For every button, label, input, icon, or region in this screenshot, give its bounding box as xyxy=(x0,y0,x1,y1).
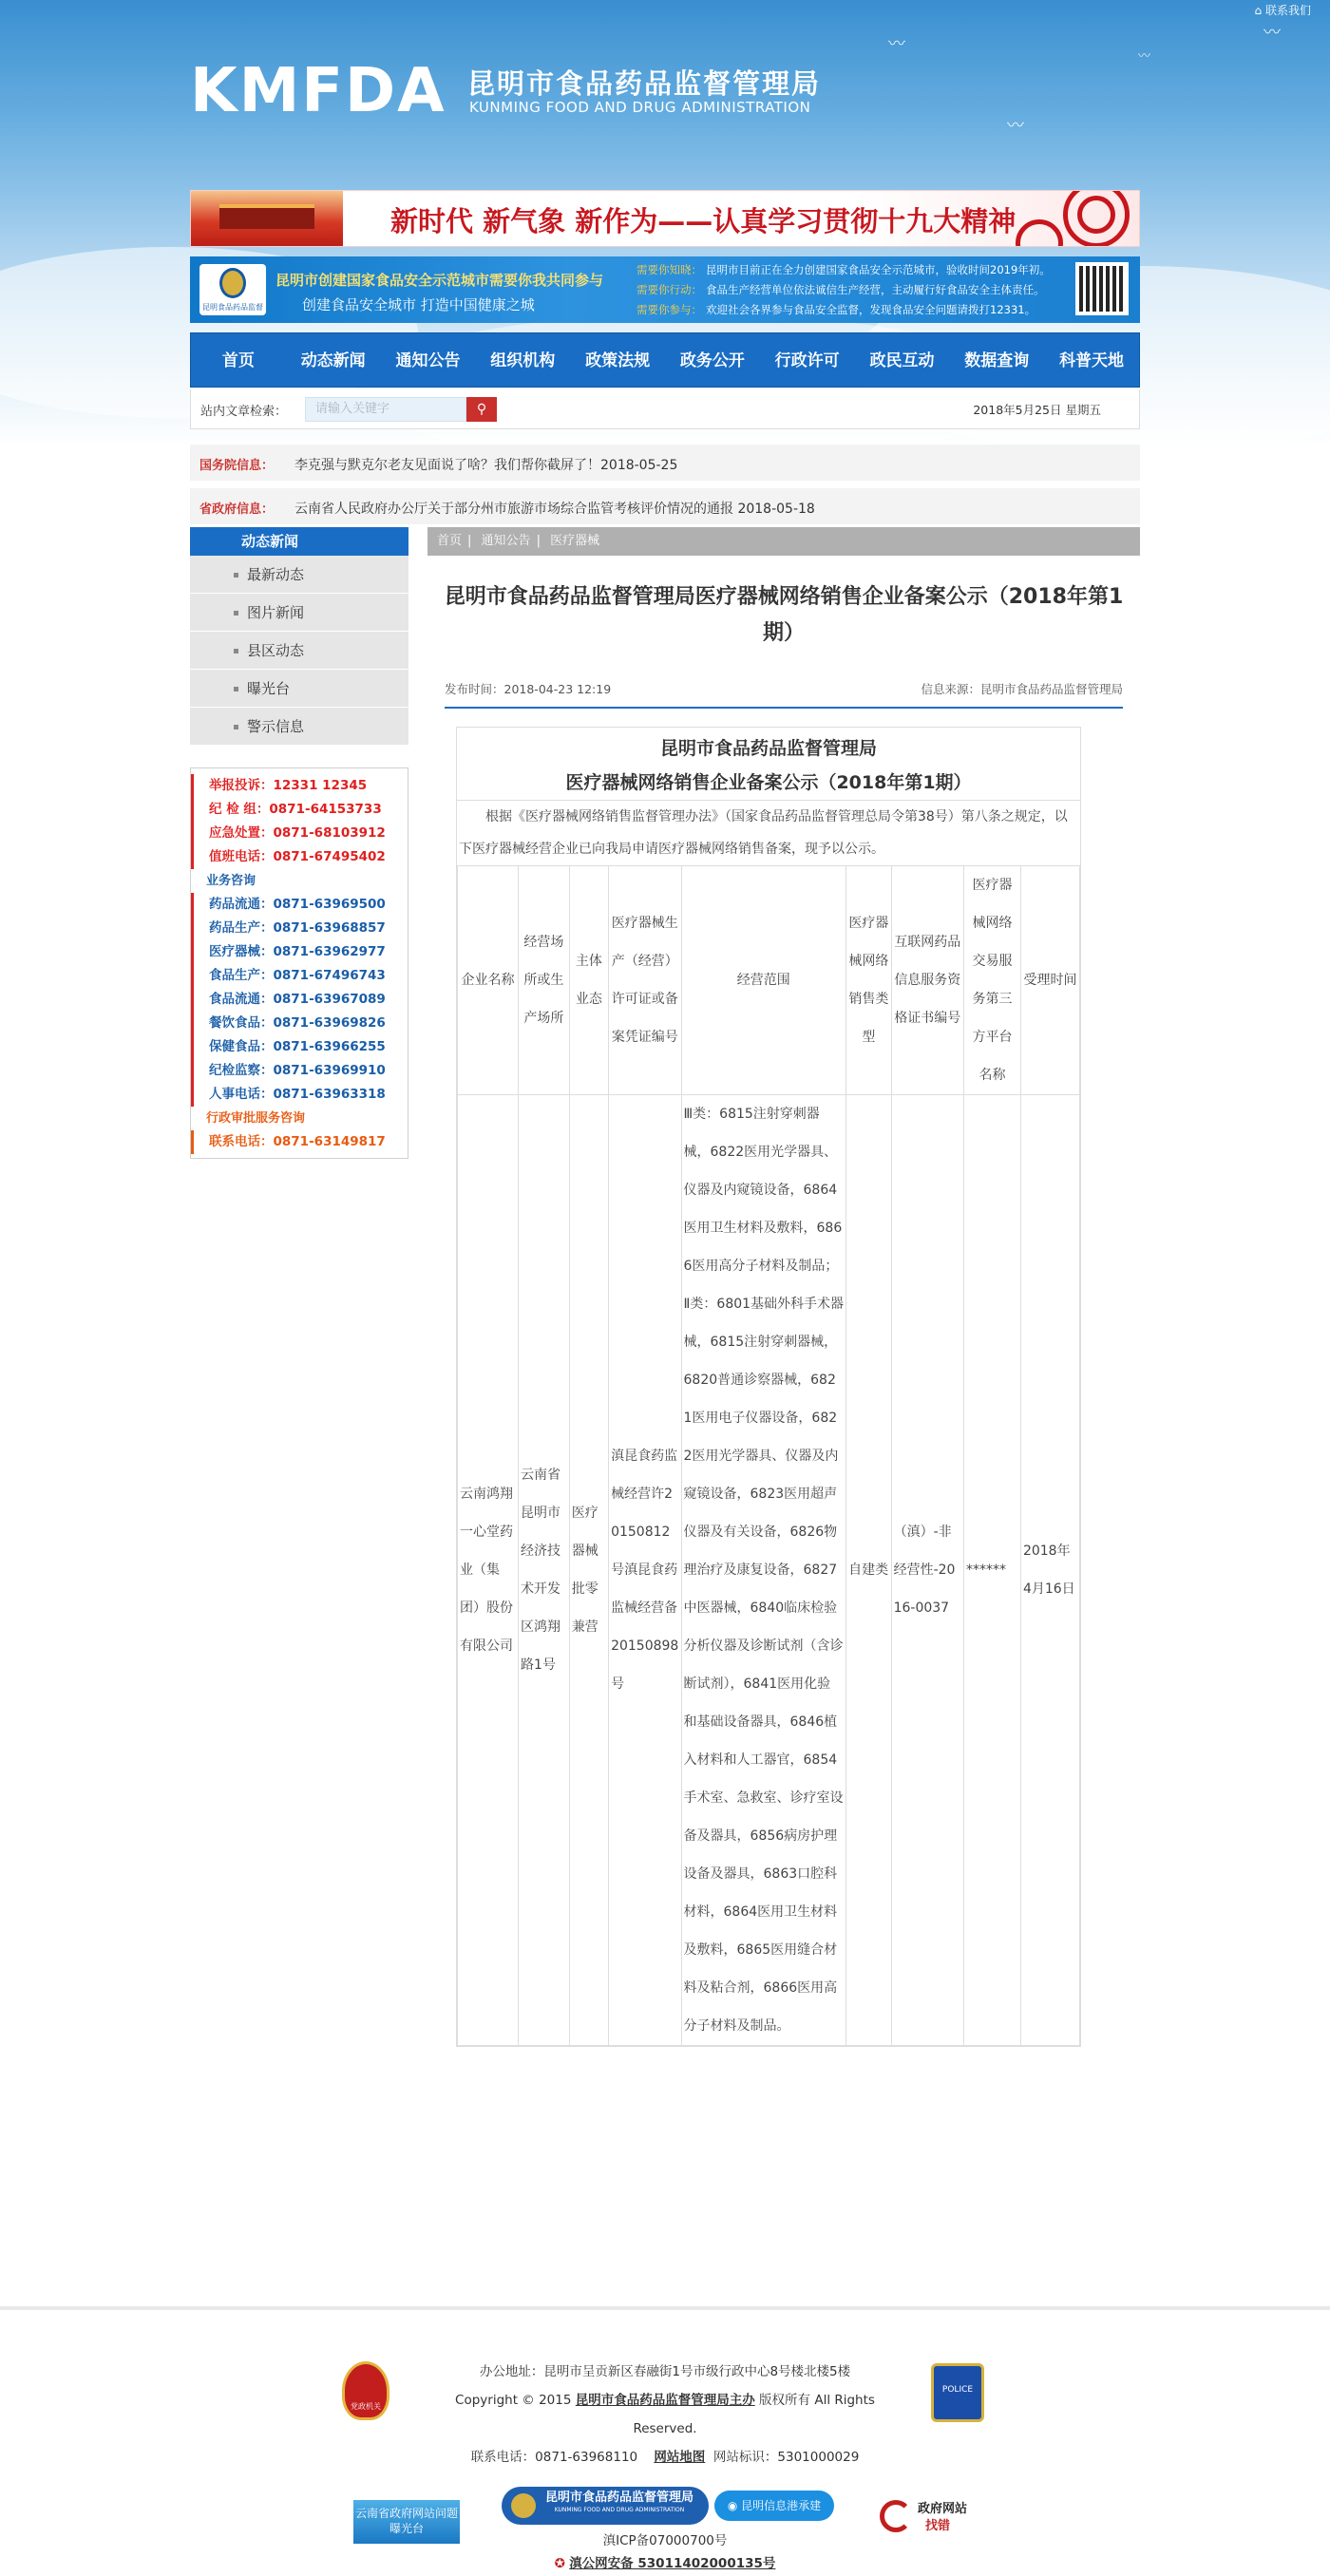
table-header: 经营范围 xyxy=(681,866,846,1095)
contact-item: 业务咨询 xyxy=(206,874,256,888)
filing-table xyxy=(457,865,1080,2046)
search-label: 站内文章检索： xyxy=(200,405,288,419)
sidebar-item-exposure[interactable]: 曝光台 xyxy=(190,670,408,708)
publish-time: 发布时间：2018-04-23 12:19 xyxy=(445,682,612,696)
table-cell: 云南鸿翔一心堂药业（集团）股份有限公司 xyxy=(458,1095,519,2046)
nav-gov-affairs[interactable]: 政务公开 xyxy=(679,351,745,370)
contact-us-link[interactable]: ⌂ 联系我们 xyxy=(1254,4,1311,17)
badge-police-label: POLICE xyxy=(941,2385,974,2395)
table-header: 医疗器械网络销售类型 xyxy=(846,866,892,1095)
sidebar-item-warnings[interactable]: 警示信息 xyxy=(190,708,408,746)
tiananmen-icon xyxy=(191,191,343,247)
contact-item: 医疗器械：0871-63962977 xyxy=(191,940,408,964)
info-link[interactable]: 云南省人民政府办公厅关于部分州市旅游市场综合监管考核评价情况的通报 2018-05-18 xyxy=(294,502,815,517)
breadcrumb-notices[interactable]: 通知公告 xyxy=(481,534,531,548)
nav-permits[interactable]: 行政许可 xyxy=(774,351,840,370)
search-input[interactable]: 请输入关键字 xyxy=(305,397,466,422)
footer-contact: 联系电话：0871-63968110 网站地图 网站标识：5301000029 xyxy=(470,2450,860,2465)
info-source: 信息来源：昆明市食品药品监督管理局 xyxy=(921,682,1123,696)
article-meta xyxy=(445,680,1123,709)
contact-item: 餐饮食品：0871-63969826 xyxy=(191,1012,408,1035)
table-header: 医疗器械网络交易服务第三方平台名称 xyxy=(964,866,1021,1095)
banner-19th-congress[interactable] xyxy=(190,190,1140,247)
contact-item: 食品生产：0871-67496743 xyxy=(191,964,408,988)
sidebar xyxy=(190,527,408,746)
table-cell: （滇）-非经营性-2016-0037 xyxy=(891,1095,963,2046)
nav-policy[interactable]: 政策法规 xyxy=(585,351,651,370)
contact-item: 联系电话：0871-63149817 xyxy=(191,1130,408,1154)
page-title: 昆明市食品药品监督管理局医疗器械网络销售企业备案公示（2018年第1期） xyxy=(444,585,1124,645)
gov-exposure-badge[interactable]: 云南省政府网站问题曝光台 xyxy=(353,2500,460,2544)
info-provincial: 省政府信息： 云南省人民政府办公厅关于部分州市旅游市场综合监管考核评价情况的通报 2018-05-18 xyxy=(190,488,1140,524)
contact-item: 药品流通：0871-63969500 xyxy=(191,893,408,917)
kunming-info-port-badge[interactable]: ◉ 昆明信息港承建 xyxy=(714,2491,834,2521)
table-cell: 云南省昆明市经济技术开发区鸿翔路1号 xyxy=(519,1095,570,2046)
contact-item: 行政审批服务咨询 xyxy=(206,1111,306,1126)
contact-item: 举报投诉：12331 12345 xyxy=(191,774,408,798)
table-cell: Ⅲ类：6815注射穿刺器械，6822医用光学器具、仪器及内窥镜设备，6864医用卫生材料及敷料，6866医用高分子材料及制品；Ⅱ类：6801基础外科手术器械，6815注射穿刺器械，6820普通诊察器械，6821医用电子仪器设备，6822医用光学器具、仪器及内窥镜设备，6823医用超声仪器及有关设备，6826物理治疗及康复设备，6827中医器械，6840临床检验分析仪器及诊断试剂（含诊断试剂），6841医用化验和基础设备器具，6846植入材料和人工器官，6854手术室、急救室、诊疗室设备及器具，6856病房护理设备及器具，6863口腔科材料，6864医用卫生材料及敷料，6865医用缝合材料及粘合剂，6866医用高分子材料及制品。 xyxy=(681,1095,846,2046)
contact-list xyxy=(190,767,408,1159)
nav-notices[interactable]: 通知公告 xyxy=(395,351,461,370)
nav-organization[interactable]: 组织机构 xyxy=(490,351,556,370)
table-cell: 滇昆食药监械经营许20150812号滇昆食药监械经营备20150898号 xyxy=(609,1095,681,2046)
current-date: 2018年5月25日 星期五 xyxy=(973,403,1101,417)
table-header: 经营场所或生产场所 xyxy=(519,866,570,1095)
nav-data-query[interactable]: 数据查询 xyxy=(964,351,1030,370)
footer-copyright: Copyright © 2015 昆明市食品药品监督管理局主办 版权所有 All Rights Reserved. xyxy=(455,2393,875,2436)
icp-link[interactable]: 滇ICP备07000700号 xyxy=(602,2533,728,2548)
table-header-row xyxy=(458,866,1080,1095)
contact-item: 值班电话：0871-67495402 xyxy=(191,845,408,869)
article-heading: 昆明市食品药品监督管理局 医疗器械网络销售企业备案公示（2018年第1期） xyxy=(565,738,972,793)
bird-icon: 〰 xyxy=(888,34,905,54)
logo-cn: 昆明市食品药品监督管理局 xyxy=(467,67,822,100)
police-badge[interactable] xyxy=(931,2363,984,2422)
table-header: 企业名称 xyxy=(458,866,519,1095)
breadcrumb-home[interactable]: 首页 xyxy=(437,534,463,548)
table-cell: 医疗器械批零兼营 xyxy=(569,1095,608,2046)
info-port-icon: ◉ xyxy=(727,2499,742,2512)
table-header: 互联网药品信息服务资格证书编号 xyxy=(891,866,963,1095)
sidebar-item-county[interactable]: 县区动态 xyxy=(190,632,408,670)
article-body xyxy=(456,727,1081,2047)
swirl-icon xyxy=(1025,191,1139,247)
banner1-text: 新时代 新气象 新作为——认真学习贯彻十九大精神 xyxy=(390,205,1016,237)
sitemap-link[interactable]: 网站地图 xyxy=(654,2450,706,2465)
bird-icon: 〰 xyxy=(1264,23,1281,43)
contact-item: 药品生产：0871-63968857 xyxy=(191,917,408,940)
fda-emblem-icon: 昆明食品药品监督 xyxy=(200,264,266,315)
table-header: 医疗器械生产（经营）许可证或备案凭证编号 xyxy=(609,866,681,1095)
search-button[interactable] xyxy=(466,397,497,422)
home-icon: ⌂ xyxy=(1254,4,1265,17)
info-link[interactable]: 李克强与默克尔老友见面说了啥？我们帮你截屏了！2018-05-25 xyxy=(294,458,678,473)
copyright-org-link[interactable]: 昆明市食品药品监督管理局主办 xyxy=(575,2393,755,2408)
contact-item: 保健食品：0871-63966255 xyxy=(191,1035,408,1059)
table-header: 受理时间 xyxy=(1020,866,1079,1095)
footer xyxy=(0,2310,1330,2576)
banner2-line2: 创建食品安全城市 打造中国健康之城 xyxy=(302,296,535,313)
table-header: 主体业态 xyxy=(569,866,608,1095)
gov-site-error-badge[interactable]: 政府网站 找错 xyxy=(878,2496,982,2542)
nav-home[interactable]: 首页 xyxy=(221,351,255,370)
bird-icon: 〰 xyxy=(1138,49,1151,64)
fda-logo-badge[interactable]: 昆明市食品药品监督管理局 KUNMING FOOD AND DRUG ADMINISTRATION xyxy=(502,2487,709,2525)
nav-science[interactable]: 科普天地 xyxy=(1059,351,1125,370)
main-content xyxy=(428,527,1140,2034)
nav-interaction[interactable]: 政民互动 xyxy=(869,351,935,370)
breadcrumb-devices[interactable]: 医疗器械 xyxy=(550,534,600,548)
contact-item: 纪检监察：0871-63969910 xyxy=(191,1059,408,1083)
info-state-council: 国务院信息： 李克强与默克尔老友见面说了啥？我们帮你截屏了！2018-05-25 xyxy=(190,445,1140,481)
sidebar-item-photo-news[interactable]: 图片新闻 xyxy=(190,594,408,632)
party-gov-badge[interactable] xyxy=(342,2361,390,2420)
banner2-line1: 昆明市创建国家食品安全示范城市需要你我共同参与 xyxy=(276,272,604,289)
police-record-link[interactable]: 滇公网安备 53011402000135号 xyxy=(569,2556,776,2571)
logo-sub: KUNMING FOOD AND DRUG ADMINISTRATION xyxy=(469,99,811,116)
sidebar-heading: 动态新闻 xyxy=(190,527,408,556)
fda-logo-icon xyxy=(511,2493,536,2518)
table-row xyxy=(458,1095,1080,2046)
table-cell: 自建类 xyxy=(846,1095,892,2046)
nav-news[interactable]: 动态新闻 xyxy=(300,351,366,370)
police-emblem-icon: ✪ xyxy=(554,2556,570,2571)
banner-food-safety-city[interactable] xyxy=(190,256,1140,323)
table-cell: 2018年4月16日 xyxy=(1020,1095,1079,2046)
sidebar-item-latest[interactable]: 最新动态 xyxy=(190,556,408,594)
article-intro: 根据《医疗器械网络销售监督管理办法》（国家食品药品监督管理总局令第38号）第八条之规定，以下医疗器械经营企业已向我局申请医疗器械网络销售备案，现予以公示。 xyxy=(457,800,1080,865)
breadcrumb: 首页 | 通知公告 | 医疗器械 xyxy=(428,527,1140,556)
footer-police xyxy=(437,2549,893,2576)
contact-item: 纪 检 组：0871-64153733 xyxy=(191,798,408,822)
main-nav xyxy=(190,332,1140,388)
banner2-notices: 需要你知晓： 昆明市目前正在全力创建国家食品安全示范城市，验收时间2019年初。 需要你行动： 食品生产经营单位依法诚信生产经营，主动履行好食品安全主体责任。 需要你参与： 欢迎社会各界参与食品安全监督，发现食品安全问题请拨打12331。 xyxy=(636,263,1051,316)
search-icon: ⚲ xyxy=(476,402,487,417)
contact-item: 人事电话：0871-63963318 xyxy=(191,1083,408,1107)
table-cell: ****** xyxy=(964,1095,1021,2046)
bird-icon: 〰 xyxy=(1007,116,1024,136)
contact-item: 食品流通：0871-63967089 xyxy=(191,988,408,1012)
badge-left-label: 党政机关 xyxy=(351,2402,381,2411)
logo-en: KMFDA xyxy=(190,56,446,126)
footer-address: 办公地址：昆明市呈贡新区春融街1号市级行政中心8号楼北楼5楼 xyxy=(479,2364,851,2379)
contact-item: 应急处置：0871-68103912 xyxy=(191,822,408,845)
qr-code-icon xyxy=(1075,262,1129,315)
search-bar xyxy=(190,389,1140,429)
